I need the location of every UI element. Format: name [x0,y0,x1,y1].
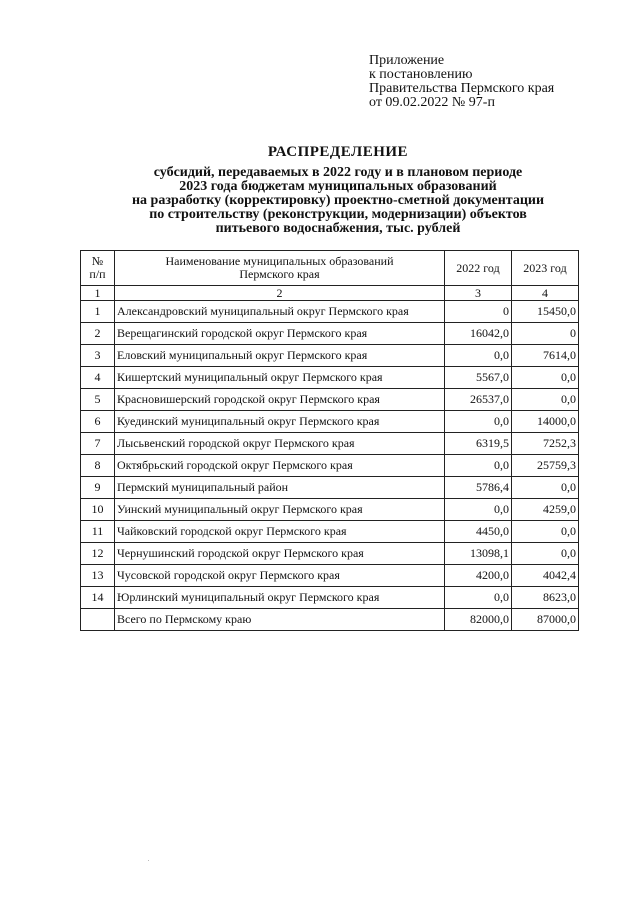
value-2023: 7614,0 [512,345,579,367]
value-2023: 0,0 [512,477,579,499]
row-number: 7 [81,433,115,455]
distribution-table [80,250,579,631]
row-number: 2 [81,323,115,345]
column-number: 4 [512,286,579,301]
municipality-name: Кишертский муниципальный округ Пермского края [115,367,445,389]
value-2022: 0,0 [445,345,512,367]
municipality-name: Куединский муниципальный округ Пермского края [115,411,445,433]
value-2022: 0 [445,301,512,323]
row-number: 9 [81,477,115,499]
row-number: 3 [81,345,115,367]
value-2022: 5567,0 [445,367,512,389]
value-2023: 0,0 [512,389,579,411]
subtitle-line-1: субсидий, передаваемых в 2022 году и в плановом периоде [153,165,523,180]
value-2023: 7252,3 [512,433,579,455]
table-row [81,367,579,389]
subtitle-line-3: на разработку (корректировку) проектно-сметной документации [131,193,545,208]
value-2022: 26537,0 [445,389,512,411]
header-2022: 2022 год [445,251,512,286]
table-row [81,499,579,521]
document-title: РАСПРЕДЕЛЕНИЕ [267,144,409,160]
municipality-name: Уинский муниципальный округ Пермского края [115,499,445,521]
value-2023: 0 [512,323,579,345]
value-2023: 8623,0 [512,587,579,609]
header-num [81,251,115,286]
table-row [81,543,579,565]
total-number [81,609,115,631]
total-2022: 82000,0 [445,609,512,631]
municipality-name: Чайковский городской округ Пермского края [115,521,445,543]
table-row [81,301,579,323]
value-2022: 4450,0 [445,521,512,543]
municipality-name: Чусовской городской округ Пермского края [115,565,445,587]
table-row [81,477,579,499]
row-number: 11 [81,521,115,543]
column-number: 2 [115,286,445,301]
value-2022: 0,0 [445,411,512,433]
row-number: 13 [81,565,115,587]
table-row [81,323,579,345]
municipality-name: Красновишерский городской округ Пермского края [115,389,445,411]
table-row [81,389,579,411]
header-name [115,251,445,286]
value-2022: 16042,0 [445,323,512,345]
row-number: 6 [81,411,115,433]
total-label: Всего по Пермскому краю [115,609,445,631]
document-subtitle [0,166,640,236]
row-number: 10 [81,499,115,521]
value-2022: 0,0 [445,455,512,477]
row-number: 1 [81,301,115,323]
table-row [81,521,579,543]
row-number: 12 [81,543,115,565]
table-row [81,565,579,587]
municipality-name: Верещагинский городской округ Пермского края [115,323,445,345]
municipality-name: Юрлинский муниципальный округ Пермского края [115,587,445,609]
value-2023: 0,0 [512,367,579,389]
appendix-line-1: Приложение [369,53,445,68]
column-number: 1 [81,286,115,301]
municipality-name: Еловский муниципальный округ Пермского края [115,345,445,367]
value-2023: 14000,0 [512,411,579,433]
table-row [81,433,579,455]
value-2023: 15450,0 [512,301,579,323]
appendix-line-2: к постановлению [369,67,473,82]
municipality-name: Пермский муниципальный район [115,477,445,499]
value-2022: 5786,4 [445,477,512,499]
header-num-line-2: п/п [89,267,106,281]
subtitle-line-4: по строительству (реконструкции, модернизации) объектов [149,207,527,222]
value-2022: 6319,5 [445,433,512,455]
total-row [81,609,579,631]
row-number: 14 [81,587,115,609]
value-2023: 0,0 [512,543,579,565]
column-number: 3 [445,286,512,301]
appendix-line-3: Правительства Пермского края [369,81,555,96]
value-2023: 4259,0 [512,499,579,521]
row-number: 4 [81,367,115,389]
value-2022: 0,0 [445,499,512,521]
appendix-block [369,54,554,110]
value-2022: 13098,1 [445,543,512,565]
total-2023: 87000,0 [512,609,579,631]
value-2023: 4042,4 [512,565,579,587]
value-2023: 0,0 [512,521,579,543]
scan-speck [148,860,149,861]
header-num-line-1: № [91,254,104,268]
subtitle-line-2: 2023 года бюджетам муниципальных образований [179,179,497,194]
table-header-row [81,251,579,286]
municipality-name: Чернушинский городской округ Пермского края [115,543,445,565]
value-2023: 25759,3 [512,455,579,477]
column-numbers-row [81,286,579,301]
value-2022: 0,0 [445,587,512,609]
row-number: 8 [81,455,115,477]
municipality-name: Лысьвенский городской округ Пермского края [115,433,445,455]
municipality-name: Октябрьский городской округ Пермского края [115,455,445,477]
table-row [81,455,579,477]
header-2023: 2023 год [512,251,579,286]
table-row [81,345,579,367]
table-row [81,587,579,609]
appendix-line-4: от 09.02.2022 № 97-п [369,95,495,110]
subtitle-line-5: питьевого водоснабжения, тыс. рублей [215,221,461,236]
table-row [81,411,579,433]
header-name-line-2: Пермского края [239,267,320,281]
header-name-line-1: Наименование муниципальных образований [165,254,394,268]
value-2022: 4200,0 [445,565,512,587]
row-number: 5 [81,389,115,411]
municipality-name: Александровский муниципальный округ Пермского края [115,301,445,323]
